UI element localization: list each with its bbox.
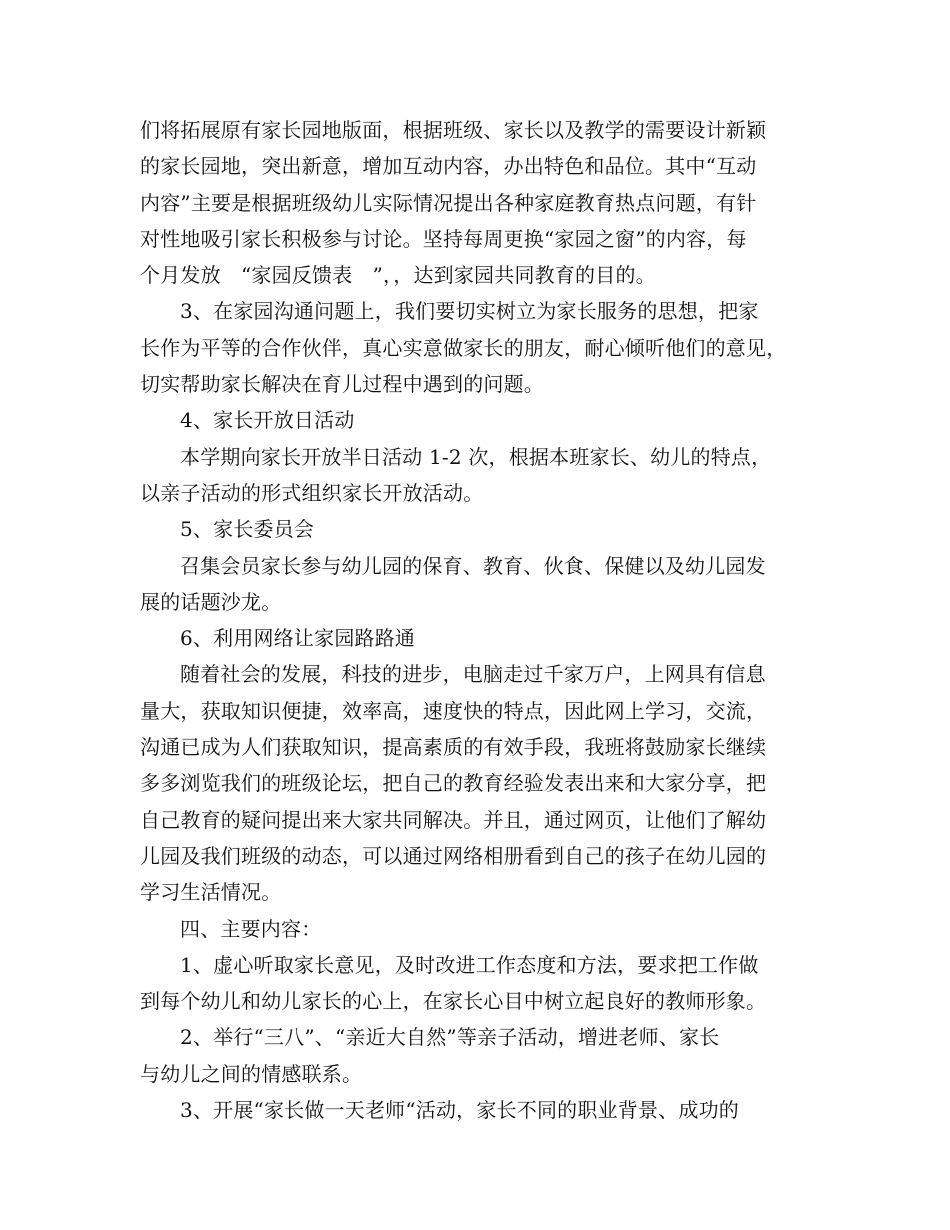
text-line: 内容”主要是根据班级幼儿实际情况提出各种家庭教育热点问题，有针 (140, 190, 757, 215)
text-line: 对性地吸引家长积极参与讨论。坚持每周更换“家园之窗”的内容，每 (140, 226, 747, 251)
text-line: 切实帮助家长解决在育儿过程中遇到的问题。 (140, 372, 544, 397)
text-line: 量大，获取知识便捷，效率高，速度快的特点，因此网上学习，交流， (140, 698, 767, 723)
text-line: 到每个幼儿和幼儿家长的心上，在家长心目中树立起良好的教师形象。 (140, 989, 767, 1014)
text-line: 的家长园地，突出新意，增加互动内容，办出特色和品位。其中“互动 (140, 154, 757, 179)
text-line: 个月发放 “家园反馈表 ”，，达到家园共同教育的目的。 (140, 263, 656, 288)
text-line: 学习生活情况。 (140, 880, 282, 905)
text-line: 6、利用网络让家园路路通 (180, 626, 416, 651)
text-line: 以亲子活动的形式组织家长开放活动。 (140, 480, 484, 505)
text-line: 召集会员家长参与幼儿园的保育、教育、伙食、保健以及幼儿园发 (180, 553, 766, 578)
text-line: 5、家长委员会 (180, 517, 315, 542)
text-line: 与幼儿之间的情感联系。 (140, 1061, 363, 1086)
text-line: 1、虚心听取家长意见，及时改进工作态度和方法，要求把工作做 (180, 952, 759, 977)
document-body (140, 112, 815, 1128)
text-line: 沟通已成为人们获取知识，提高素质的有效手段，我班将鼓励家长继续 (140, 735, 767, 760)
text-line: 展的话题沙龙。 (140, 589, 282, 614)
text-line: 2、举行“三八”、“亲近大自然”等亲子活动，增进老师、家长 (180, 1025, 720, 1050)
text-line: 本学期向家长开放半日活动 1-2 次，根据本班家长、幼儿的特点， (180, 444, 772, 469)
text-line: 自己教育的疑问提出来大家共同解决。并且，通过网页，让他们了解幼 (140, 807, 767, 832)
text-line: 长作为平等的合作伙伴，真心实意做家长的朋友，耐心倾听他们的意见， (140, 335, 787, 360)
text-line: 随着社会的发展，科技的进步，电脑走过千家万户，上网具有信息 (180, 662, 766, 687)
text-line: 们将拓展原有家长园地版面，根据班级、家长以及教学的需要设计新颖 (140, 118, 767, 142)
text-line: 多多浏览我们的班级论坛，把自己的教育经验发表出来和大家分享，把 (140, 771, 767, 796)
text-line: 四、主要内容： (180, 916, 322, 941)
text-line: 3、在家园沟通问题上，我们要切实树立为家长服务的思想，把家 (180, 299, 759, 324)
text-line: 4、家长开放日活动 (180, 408, 355, 433)
text-line: 儿园及我们班级的动态，可以通过网络相册看到自己的孩子在幼儿园的 (140, 843, 767, 868)
text-line: 3、开展“家长做一天老师“活动，家长不同的职业背景、成功的 (180, 1098, 739, 1123)
